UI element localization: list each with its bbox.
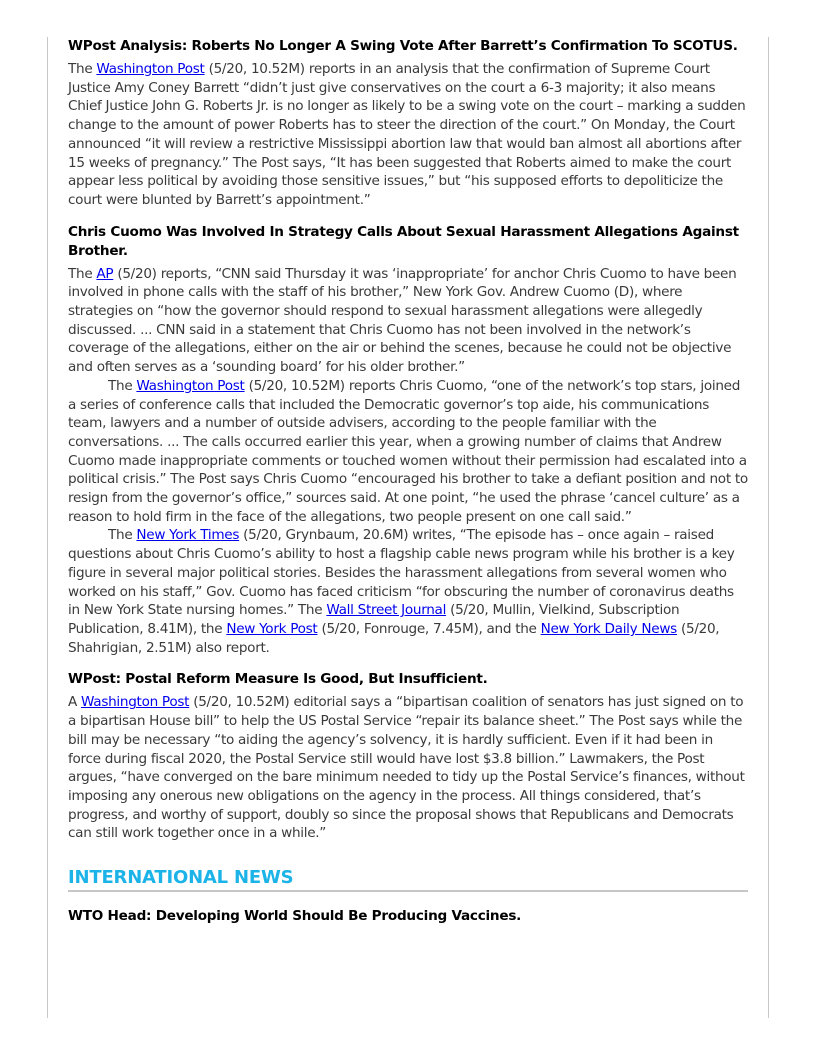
section-heading-international-news: INTERNATIONAL NEWS <box>68 867 748 892</box>
source-link-washington-post[interactable]: Washington Post <box>81 694 190 711</box>
story-postal-reform <box>68 670 748 843</box>
paragraph-text: (5/20, Shahrigian, 2.51M) also report. <box>68 620 720 656</box>
paragraph-text: (5/20, 10.52M) editorial says a “bipartisan coalition of senators has just signed on to a bipartisan House bill” to help the US Postal Service “repair its balance sheet.” The Post says while the bill may be necessary “to aiding the agency’s solvency, it is hardly sufficient. Even if it had been in force during fiscal 2020, the Postal Service still would have lost $3.8 billion.” Lawmakers, the Post argues, “have converged on the bare minimum needed to tidy up the Postal Service’s finances, without imposing any onerous new obligations on the agency in the process. All things considered, that’s progress, and worthy of support, doubly so since the proposal shows that Republicans and Democrats can still work together once in a while.” <box>68 694 745 842</box>
story-body <box>68 60 748 210</box>
story-title: WPost Analysis: Roberts No Longer A Swing Vote After Barrett’s Confirmation To SCOTUS. <box>68 38 738 54</box>
paragraph-text: (5/20, Grynbaum, 20.6M) writes, “The episode has – once again – raised questions about Chris Cuomo’s ability to host a flagship cable news program while his brother is a key figure in several major political stories. Besides the harassment allegations from several women who worked on his staff,” Gov. Cuomo has faced criticism “for obscuring the number of coronavirus deaths in New York State nursing homes.” The <box>68 527 735 619</box>
source-link-wall-street-journal[interactable]: Wall Street Journal <box>326 602 447 619</box>
paragraph-text: (5/20) reports, “CNN said Thursday it was ‘inappropriate’ for anchor Chris Cuomo to have been involved in phone calls with the staff of his brother,” New York Gov. Andrew Cuomo (D), where strategies on “how the governor should respond to sexual harassment allegations were allegedly discussed. ... CNN said in a statement that Chris Cuomo has not been involved in the network’s coverage of the allegations, either on the air or behind the scenes, because he could not be objective and often serves as a ‘sounding board’ for his older brother.” <box>68 265 737 376</box>
story-title: WPost: Postal Reform Measure Is Good, But Insufficient. <box>68 671 488 688</box>
story-paragraph <box>68 60 748 210</box>
paragraph-text: The <box>108 527 137 544</box>
paragraph-text: The <box>108 377 137 394</box>
source-link-washington-post[interactable]: Washington Post <box>96 61 205 77</box>
source-link-washington-post[interactable]: Washington Post <box>136 377 245 394</box>
paragraph-text: A <box>68 694 82 711</box>
paragraph-text: (5/20, Fonrouge, 7.45M), and the <box>317 620 541 637</box>
story-paragraph <box>68 693 748 843</box>
source-link-ap[interactable]: AP <box>96 265 114 282</box>
paragraph-text: The <box>68 265 97 282</box>
story-paragraph <box>68 526 748 657</box>
paragraph-text: (5/20, 10.52M) reports Chris Cuomo, “one of the network’s top stars, joined a series of conference calls that included the Democratic governor’s top aide, his communications team, lawyers and a number of outside advisers, according to the people familiar with the conversations. ... The calls occurred earlier this year, when a growing number of claims that Andrew Cuomo made inappropriate comments or touched women without their permission had escalated into a political crisis.” The Post says Chris Cuomo “encouraged his brother to take a defiant position and not to resign from the governor’s office,” sources said. At one point, “he used the phrase ‘cancel culture’ as a reason to hold firm in the face of the allegations, two people present on one call said.” <box>68 377 748 525</box>
paragraph-text: The <box>68 61 97 77</box>
paragraph-text: (5/20, Mullin, Vielkind, Subscription Publication, 8.41M), the <box>68 602 680 637</box>
story-body <box>68 693 748 843</box>
source-link-new-york-post[interactable]: New York Post <box>226 620 318 637</box>
story-wto-vaccines <box>68 907 748 926</box>
story-body <box>68 265 748 658</box>
story-roberts-swing-vote <box>68 37 748 210</box>
story-title: WTO Head: Developing World Should Be Producing Vaccines. <box>68 907 522 924</box>
story-title: Chris Cuomo Was Involved In Strategy Calls About Sexual Harassment Allegations Against Brother. <box>68 223 739 259</box>
source-link-new-york-times[interactable]: New York Times <box>136 527 240 544</box>
story-paragraph <box>68 265 748 377</box>
story-chris-cuomo <box>68 223 748 658</box>
paragraph-text: (5/20, 10.52M) reports in an analysis that the confirmation of Supreme Court Justice Amy Coney Barrett “didn’t just give conservatives on the court a 6-3 majority; it also means Chief Justice John G. Roberts Jr. is no longer as likely to be a swing vote on the court – marking a sudden change to the amount of power Roberts has to steer the direction of the court.” On Monday, the Court announced “it will review a restrictive Mississippi abortion law that would ban almost all abortions after 15 weeks of pregnancy.” The Post says, “It has been suggested that Roberts aimed to make the court appear less political by avoiding those sensitive issues,” but “his supposed efforts to depoliticize the court were blunted by Barrett’s appointment.” <box>68 61 746 208</box>
source-link-new-york-daily-news[interactable]: New York Daily News <box>540 620 677 637</box>
newsletter-content <box>68 37 748 930</box>
story-paragraph <box>68 377 748 527</box>
